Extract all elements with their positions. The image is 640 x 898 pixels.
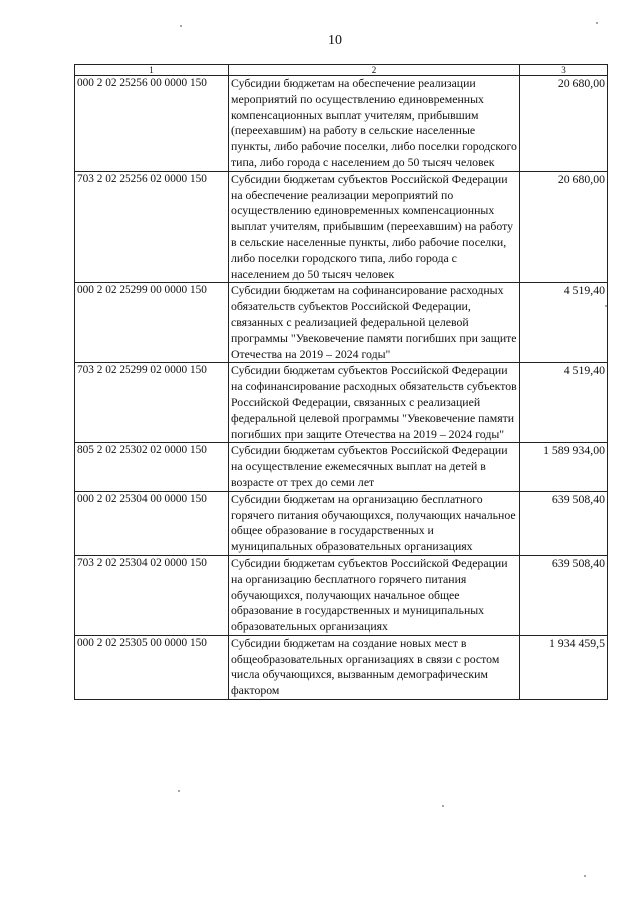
budget-description: Субсидии бюджетам на организацию бесплатного горячего питания обучающихся, получающих начальное общее образование в государственных и муниципальных образовательных организациях (229, 491, 520, 555)
budget-amount: 639 508,40 (520, 555, 608, 635)
budget-description: Субсидии бюджетам на обеспечение реализации мероприятий по осуществлению единовременных компенсационных выплат учителям, прибывшим (переехавшим) на работу в сельские населенные пункты, либо рабочие поселки, либо поселки городского типа, либо города с населением до 50 тысяч человек (229, 76, 520, 172)
table-row (75, 555, 608, 635)
table-header-row (75, 65, 608, 76)
scan-speck (442, 805, 444, 807)
column-header-amount: 3 (520, 65, 608, 76)
table-row (75, 635, 608, 699)
page-number: 10 (328, 33, 342, 48)
budget-amount: 1 934 459,5 (520, 635, 608, 699)
budget-description: Субсидии бюджетам субъектов Российской Федерации на обеспечение реализации мероприятий по осуществлению единовременных компенсационных выплат учителям, прибывшим (переехавшим) на работу в сельские населенные пункты, либо рабочие поселки, либо поселки городского типа, либо города с населением до 50 тысяч человек (229, 171, 520, 283)
budget-code: 000 2 02 25305 00 0000 150 (75, 635, 229, 699)
scan-speck (180, 25, 182, 27)
budget-code: 000 2 02 25256 00 0000 150 (75, 76, 229, 172)
budget-code: 703 2 02 25299 02 0000 150 (75, 363, 229, 443)
budget-amount: 20 680,00 (520, 76, 608, 172)
scan-speck (596, 22, 598, 24)
budget-amount: 639 508,40 (520, 491, 608, 555)
column-header-code: 1 (75, 65, 229, 76)
budget-table (74, 64, 608, 700)
budget-amount: 20 680,00 (520, 171, 608, 283)
budget-amount: 4 519,40 (520, 363, 608, 443)
table-row (75, 443, 608, 491)
table-row (75, 76, 608, 172)
budget-description: Субсидии бюджетам субъектов Российской Федерации на осуществление ежемесячных выплат на детей в возрасте от трех до семи лет (229, 443, 520, 491)
budget-code: 703 2 02 25304 02 0000 150 (75, 555, 229, 635)
table-row (75, 491, 608, 555)
budget-description: Субсидии бюджетам на софинансирование расходных обязательств субъектов Российской Федерации, связанных с реализацией федеральной целевой программы "Увековечение памяти погибших при защите Отечества на 2019 – 2024 годы" (229, 283, 520, 363)
table-row (75, 363, 608, 443)
table-row (75, 283, 608, 363)
budget-code: 805 2 02 25302 02 0000 150 (75, 443, 229, 491)
scan-speck (584, 875, 586, 877)
table-row (75, 171, 608, 283)
budget-description: Субсидии бюджетам субъектов Российской Федерации на софинансирование расходных обязательств субъектов Российской Федерации, связанных с реализацией федеральной целевой программы "Увековечение памяти погибших при защите Отечества на 2019 – 2024 годы" (229, 363, 520, 443)
budget-code: 000 2 02 25304 00 0000 150 (75, 491, 229, 555)
budget-description: Субсидии бюджетам на создание новых мест в общеобразовательных организациях в связи с ростом числа обучающихся, вызванным демографическим фактором (229, 635, 520, 699)
budget-description: Субсидии бюджетам субъектов Российской Федерации на организацию бесплатного горячего питания обучающихся, получающих начальное общее образование в государственных и муниципальных образовательных организациях (229, 555, 520, 635)
scan-speck (178, 790, 180, 792)
budget-amount: 4 519,40 (520, 283, 608, 363)
scan-speck (605, 305, 607, 307)
column-header-description: 2 (229, 65, 520, 76)
budget-code: 000 2 02 25299 00 0000 150 (75, 283, 229, 363)
budget-code: 703 2 02 25256 02 0000 150 (75, 171, 229, 283)
budget-amount: 1 589 934,00 (520, 443, 608, 491)
